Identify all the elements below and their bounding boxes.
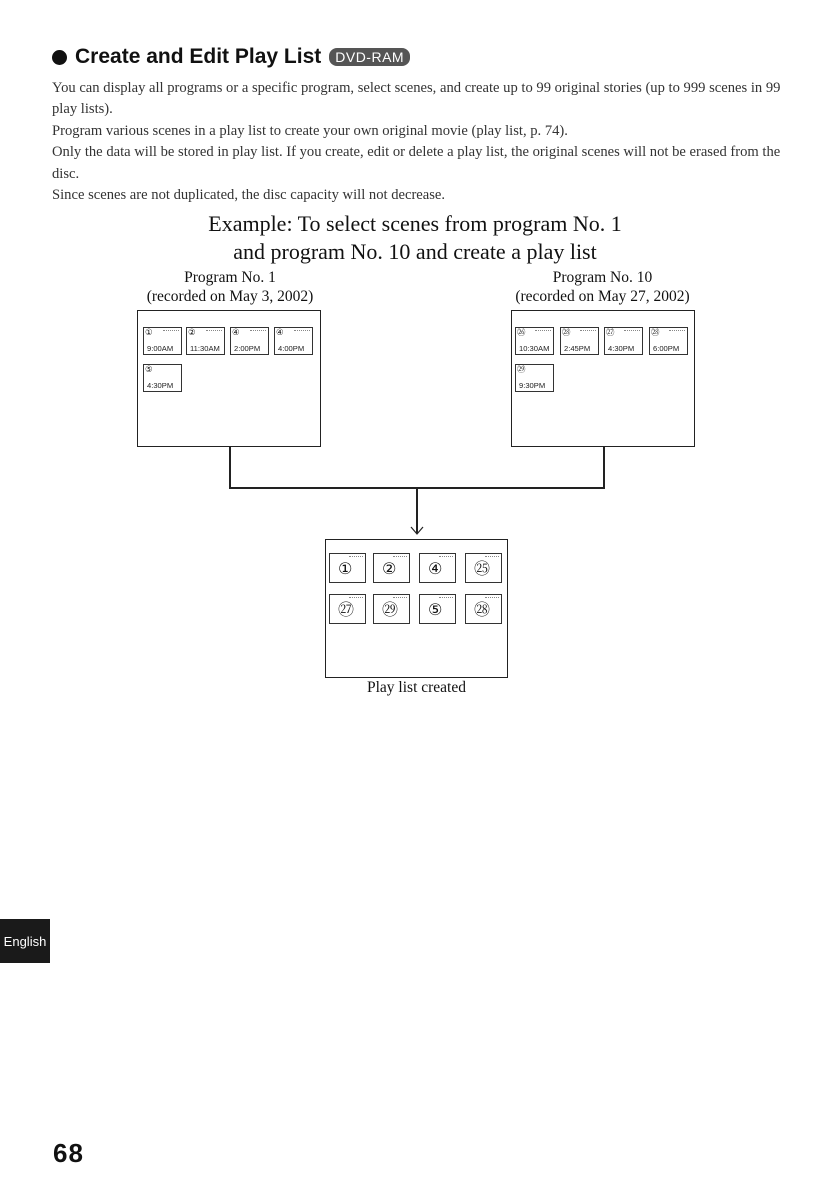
language-tab: English [0, 919, 50, 963]
program-10-label [490, 268, 715, 306]
scene-time: 2:00PM [234, 344, 261, 353]
scene-time: 4:00PM [278, 344, 305, 353]
program-1-title: Program No. 1 [184, 269, 276, 286]
example-title [150, 210, 680, 266]
program-10-screen [511, 310, 695, 447]
scene-number: ㉗ [338, 600, 355, 619]
dotted-line [669, 330, 685, 331]
scene-thumbnail[interactable] [604, 327, 643, 355]
program-1-recorded-date: (recorded on May 3, 2002) [146, 288, 314, 305]
dotted-line [393, 556, 407, 557]
dotted-line [624, 330, 640, 331]
dvd-ram-badge: DVD-RAM [329, 48, 410, 66]
scene-number: ① [338, 559, 353, 578]
connector-line-left [229, 447, 231, 488]
scene-number: ⑤ [145, 365, 153, 375]
dotted-line [439, 556, 453, 557]
scene-number: ④ [232, 328, 240, 338]
example-title-line-1: Example: To select scenes from program No. 1 [208, 211, 622, 236]
scene-time: 4:30PM [147, 381, 174, 390]
bullet-icon [52, 50, 67, 65]
scene-number: ④ [276, 328, 284, 338]
playlist-caption: Play list created [367, 679, 466, 696]
intro-paragraph: You can display all programs or a specific program, select scenes, and create up to 99 original stories (up to 999 scenes in 99 play lists). [52, 80, 781, 118]
playlist-screen [325, 539, 508, 678]
playlist-scene-thumbnail[interactable] [373, 594, 410, 624]
page-number: 68 [53, 1138, 84, 1168]
dotted-line [535, 330, 551, 331]
intro-paragraph: Only the data will be stored in play list. If you create, edit or delete a play list, the original scenes will not be erased from the disc. [52, 144, 781, 182]
scene-number: ㉗ [606, 328, 615, 338]
scene-time: 9:30PM [519, 381, 546, 390]
scene-number: ② [188, 328, 196, 338]
dotted-line [485, 556, 499, 557]
dotted-line [250, 330, 266, 331]
program-1-screen [137, 310, 321, 447]
scene-thumbnail[interactable] [515, 327, 554, 355]
playlist-scene-thumbnail[interactable] [465, 553, 502, 583]
program-10-title: Program No. 10 [552, 269, 653, 286]
scene-number: ㉖ [517, 328, 526, 338]
dotted-line [580, 330, 596, 331]
dotted-line [294, 330, 310, 331]
intro-paragraph: Since scenes are not duplicated, the disc capacity will not decrease. [52, 187, 446, 204]
scene-number: ㉘ [651, 328, 660, 338]
playlist-scene-thumbnail[interactable] [329, 553, 366, 583]
playlist-scene-thumbnail[interactable] [373, 553, 410, 583]
scene-time: 9:00AM [147, 344, 174, 353]
intro-text [52, 78, 787, 206]
scene-number: ④ [428, 559, 443, 578]
scene-time: 4:30PM [608, 344, 635, 353]
example-title-line-2: and program No. 10 and create a play list [233, 239, 597, 264]
scene-time: 2:45PM [564, 344, 591, 353]
scene-thumbnail[interactable] [143, 327, 182, 355]
section-title: Create and Edit Play List [75, 45, 322, 68]
dotted-line [349, 556, 363, 557]
intro-paragraph: Program various scenes in a play list to create your own original movie (play list, p. 74). [52, 122, 568, 139]
scene-number: ① [145, 328, 153, 338]
dotted-line [485, 597, 499, 598]
connector-line-right [603, 447, 605, 488]
playlist-scene-thumbnail[interactable] [465, 594, 502, 624]
scene-time: 11:30AM [190, 344, 220, 353]
dotted-line [163, 330, 179, 331]
program-10-recorded-date: (recorded on May 27, 2002) [515, 288, 690, 305]
scene-time: 10:30AM [519, 344, 550, 353]
playlist-scene-thumbnail[interactable] [419, 553, 456, 583]
dotted-line [349, 597, 363, 598]
scene-number: ㉕ [474, 559, 491, 578]
scene-thumbnail[interactable] [515, 364, 554, 392]
scene-thumbnail[interactable] [560, 327, 599, 355]
scene-thumbnail[interactable] [186, 327, 225, 355]
scene-time: 6:00PM [653, 344, 680, 353]
scene-thumbnail[interactable] [143, 364, 182, 392]
dotted-line [439, 597, 453, 598]
scene-thumbnail[interactable] [649, 327, 688, 355]
scene-number: ② [382, 559, 397, 578]
scene-number: ㉘ [562, 328, 571, 338]
playlist-scene-thumbnail[interactable] [419, 594, 456, 624]
arrow-down-icon [410, 526, 424, 536]
scene-thumbnail[interactable] [230, 327, 269, 355]
playlist-scene-thumbnail[interactable] [329, 594, 366, 624]
scene-number: ㉘ [474, 600, 491, 619]
scene-number: ㉙ [382, 600, 399, 619]
dotted-line [393, 597, 407, 598]
dotted-line [206, 330, 222, 331]
section-heading [52, 44, 410, 70]
scene-number: ㉙ [517, 365, 526, 375]
program-1-label [120, 268, 340, 306]
scene-thumbnail[interactable] [274, 327, 313, 355]
scene-number: ⑤ [428, 600, 443, 619]
